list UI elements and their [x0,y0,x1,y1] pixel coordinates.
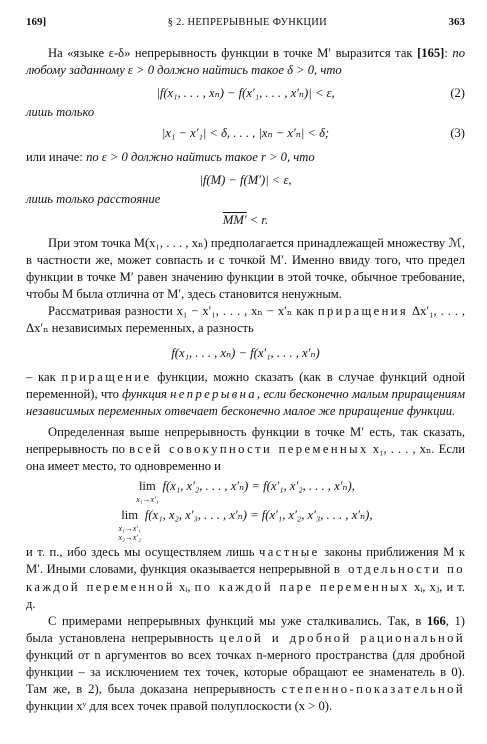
text: С примерами непрерывных функций мы уже сталкивались. Так, в [48,613,427,628]
limit-subscript: x₁→x′₁ [136,495,159,505]
lead-text: лишь только расстояние [26,191,161,206]
limit-operator [118,507,140,542]
text: и т. п., ибо здесь мы осуществляем лишь [26,545,260,560]
paragraph-or-otherwise [26,149,465,166]
text: Δx′₁, . . . , Δx′ₙ независимых переменных, а разность [26,304,465,336]
paragraph-point-m: При этом точка M(x₁, . . . , xₙ) предполагается принадлежащей множеству ℳ, в частности же, может совпасть и с точкой M′. Именно ввиду того, что предел функции в точке M′ равен значению функции в этой точке, обычное требование, чтобы M была отлична от M′, здесь становится ненужным. [26,235,465,302]
formula: f(x₁, x₂, x′₃, . . . , x′ₙ) = f(x′₁, x′₂, x′₃, . . . , x′ₙ), [144,508,373,523]
chapter-title: § 2. НЕПРЕРЫВНЫЕ ФУНКЦИИ [167,17,328,28]
section-reference: [165] [417,46,445,61]
formula: f(x₁, x′₂, . . . , x′ₙ) = f(x′₁, x′₂, . . . , x′ₙ), [162,479,355,494]
limit-equation-1 [26,478,465,504]
spaced-text: в отдельности по каждой переменной [26,562,466,594]
limit-operator [136,478,158,504]
equation-distance: |f(M) − f(M′)| < ε, [199,172,292,187]
italic-text: по ε > 0 должно найтись такое r > 0, что [86,149,315,164]
text: x₁, . . . , xₙ. Если она имеет место, то одновременно и [26,441,465,474]
text: – как [26,369,62,384]
section-number: 169] [26,16,47,28]
paragraph-partial-laws [26,544,465,612]
section-reference: 166 [426,613,446,628]
italic-text: , если бесконечно малым приращениям независимых переменных отвечает бесконечно малое же приращение функции. [26,386,465,418]
text: Рассматривая разности x₁ − x′₁, . . . , xₙ − x′ₙ как [48,304,318,319]
equation-difference: f(x₁, . . . , xₙ) − f(x′₁, . . . , x′ₙ) [171,345,320,360]
text: функции xʸ для всех точек правой полуплоскости (x > 0). [26,699,333,714]
text: , 1) была установлена непрерывность [26,613,465,645]
formula: |x₁ − x′₁| < δ, . . . , |xₙ − x′ₙ| < δ; [161,126,330,141]
text: функций от n аргументов во всех точках n-мерного пространства (для дробной функции – за исключением тех точек, которые обращают ее знаменатель в 0). Там же, в 2), была доказана непрерывность [26,647,465,697]
spaced-text: частные [259,545,320,560]
lim: lim [138,479,156,494]
equation-number: (3) [450,126,465,141]
paragraph-examples [26,613,465,716]
spaced-italic-text: непрерывна [170,386,257,401]
text: законы приближения M к M′. Иными словами, функция оказывается непрерывной [26,545,465,577]
spaced-text: приращение [61,369,152,384]
text: Определенная выше непрерывность функции в точке M′ есть, так сказать, непрерывность по [26,424,465,456]
formula: < r. [246,212,269,227]
spaced-text: приращения [317,304,409,319]
segment-mm: MM′ [222,212,247,227]
spaced-text: целой и дробной рациональной [219,630,465,645]
equation-radius [26,212,465,229]
equation-3 [26,125,465,142]
spaced-text: всей совокупности переменных [129,441,369,456]
limit-subscript: x₂→x′₂ [118,533,141,543]
page-number: 363 [448,16,465,28]
text: или иначе: [26,149,87,164]
italic-text: по любому заданному ε > 0 должно найтись такое δ > 0, что [26,46,466,78]
running-header [26,14,465,31]
equation-2 [26,85,465,102]
text: : [444,46,453,61]
formula: |f(x₁, . . . , xₙ) − f(x′₁, . . . , x′ₙ)| < ε, [156,86,335,101]
paragraph-epsilon-delta [26,45,465,79]
paragraph-increments [26,303,465,337]
limit-subscript: x₁→x′₁ [118,524,141,534]
paragraph-function-increment [26,369,465,420]
spaced-text: по каждой паре переменных [194,579,410,594]
text: На «языке ε-δ» непрерывность функции в точке M′ выразится так [48,46,413,61]
text: функции, можно сказать (как в случае функций одной переменной), что [26,369,465,401]
spaced-text: степенно-показательной [281,682,465,697]
equation-number: (2) [450,86,465,101]
limit-equation-2 [26,507,465,542]
lim: lim [121,508,139,523]
text: xᵢ, xⱼ, и т. д. [26,579,465,611]
paragraph-totality [26,424,465,475]
lead-text: лишь только [26,105,95,120]
italic-text: функция [122,386,171,401]
text: xᵢ, [174,579,195,594]
